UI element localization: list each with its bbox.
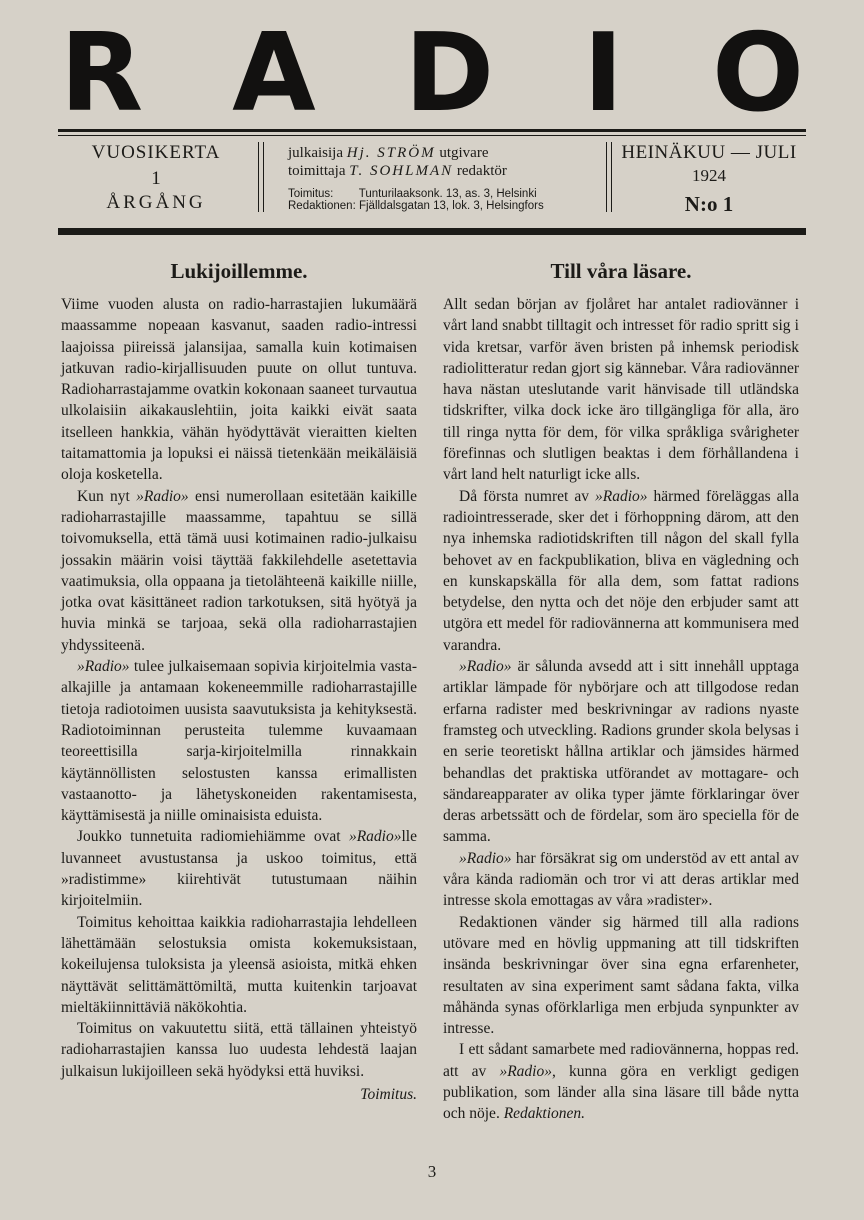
publisher-name: Hj. STRÖM — [346, 145, 436, 161]
masthead-letter-a: A — [232, 11, 316, 136]
paragraph: Redaktionen vänder sig härmed till alla radions utövare med en hövlig uppmaning att till tidskriften insända beskrivningar över sina egna erfarenheter, resultaten av sina experiment samt sådana fakta, vilka måhända synas oförklarliga men erbjuda synpunkter av intresse. — [443, 913, 799, 1038]
paragraph: I ett sådant samarbete med radiovännerna, hoppas red. att av »Radio», kunna göra en verkligt gedigen publikation, som länder alla sina läsare till både nytta och nöje. Redaktionen. — [443, 1041, 800, 1123]
header-rule — [58, 228, 806, 235]
volume-block — [58, 142, 254, 214]
masthead-letter-o: O — [712, 11, 804, 136]
editor-name: T. SOHLMAN — [349, 163, 454, 179]
page-number: 3 — [427, 1162, 437, 1181]
masthead-letter-d: D — [404, 11, 495, 136]
publisher-block — [288, 144, 598, 212]
masthead-rule — [58, 129, 806, 132]
office-address-fi: Toimitus: Tunturilaaksonk. 13, as. 3, Helsinki — [288, 188, 537, 200]
office-address-sv: Redaktionen: Fjälldalsgatan 13, lok. 3, Helsingfors — [288, 200, 544, 212]
signature-fi: Toimitus. — [360, 1085, 417, 1103]
header-divider-left — [258, 142, 264, 212]
masthead-title — [60, 11, 804, 136]
paragraph: Allt sedan början av fjolåret har antalet radiovänner i vårt land snabbt tilltagit och intresset för radio spritt sig i vida kretsar, varför även bristen på inhemsk periodisk radiolitteratur redan gjort sig kännebar. Våra radiovänner hava nästan uteslutande varit hänvisade till utländska tidskrifter, vilka dock icke äro tillgängliga för alla, äro till ringa nytta för dem, för vilka språkliga svårigheter förefinnas och slutligen beaktas i dem förhållandena i vårt land helt naturligt icke alls. — [443, 296, 799, 484]
paragraph: »Radio» har försäkrat sig om understöd av ett antal av våra kända radiomän och tror vi att deras artiklar med intresse skola emottagas av våra »radister». — [443, 849, 799, 910]
paragraph: Toimitus kehoittaa kaikkia radioharrastajia lehdelleen lähettämään selostuksia omista kokemuksistaan, kokeilujensa tuloksista ja yleensä asioista, mitkä ehken näyttävät selittämättömiltä, mutta kuitenkin tarjoavat mieltäkiinnittäviä näkökohtia. — [61, 913, 417, 1016]
article-title-fi: Lukijoillemme. — [170, 259, 308, 283]
volume-label: VUOSIKERTA — [91, 142, 221, 163]
volume-number: 1 — [151, 168, 161, 189]
paragraph: Toimitus on vakuutettu siitä, että tällainen yhteistyö radioharrastajien kanssa luo uudesta lehdestä laajan julkaisun lukijoilleen sekä hyödyksi että huviksi. — [61, 1020, 417, 1080]
issue-months: HEINÄKUU — JULI — [621, 142, 797, 163]
paragraph: Kun nyt »Radio» ensi numerollaan esitetään kaikille radioharrastajille maassamme, tapahtuu se sillä toivomuksella, että tämä uusi kotimainen radio-julkaisu jossakin määrin voisi täyttää fakkilehdelle asetettavia vaatimuksia, olla oppaana ja tietolähteenä kaikille niille, jotka ovat käsittäneet radion tarkotuksen, sitä hyötyä ja huvia minkä se tarjoaa, sekä olla radioharrastajien yhdyssiteenä. — [61, 487, 417, 654]
editor-line: toimittaja T. SOHLMAN redaktör — [288, 163, 507, 179]
issue-year: 1924 — [692, 166, 726, 185]
signature-sv: Redaktionen. — [503, 1105, 586, 1123]
masthead-letter-r: R — [60, 11, 144, 136]
article-swedish — [443, 258, 799, 1125]
article-finnish — [61, 258, 417, 1105]
paragraph: Viime vuoden alusta on radio-harrastajien lukumäärä maassamme nopeaan kasvanut, saaden radio-intressi laajoissa piireissä jalansijaa, samalla kuin kotimaisen jatkuvan radio-kirjallisuuden puute on ollut tuntuva. Radioharrastajamme ovatkin kokonaan saaneet turvautua ulkolaisiin aikakauslehtiin, joita kaikki eivät saata itselleen hankkia, vähän hyödyttävät vieraitten kielten taitamattomia ja lopuksi ei näissä tietenkään meikäläisiä oloja kosketella. — [61, 296, 417, 484]
date-block — [612, 142, 806, 217]
issue-header — [58, 142, 806, 218]
volume-label-sv: ÅRGÅNG — [106, 192, 206, 213]
publisher-line: julkaisija Hj. STRÖM utgivare — [288, 145, 489, 161]
paragraph: Joukko tunnetuita radiomiehiämme ovat »Radio»lle luvanneet avustustansa ja uskoo toimitus, että »radistimme» kiirehtivät tutustumaan näihin kirjoitelmiin. — [61, 828, 417, 910]
masthead-letter-i: I — [583, 11, 624, 136]
paragraph: »Radio» är sålunda avsedd att i sitt innehåll upptaga artiklar lämpade för nybörjare och att tillgodose redan erfarna radister med beskrivningar av radions nyaste framsteg och utveckling. Radions grunder skola belysas i en serie teoretiskt hållna artiklar och jämsides härmed behandlas det praktiska utförandet av mottagare- och sändareapparater av olika typer jämte förklaringar över deras arbetssätt och de fördelar, som äro speciella för de samma. — [443, 658, 799, 846]
issue-number: N:o 1 — [684, 192, 734, 216]
paragraph: Då första numret av »Radio» härmed föreläggas alla radiointresserade, sker det i förhoppning därom, att den nya inhemska radiotidskriften till någon del skall fylla behovet av en fackpublikation, bliva en vägledning och en kunskapskälla för alla dem, som fattat radions betydelse, den nytta och det nöje den erbjuder samt att utgöra ett medel för radiovännerna att kommunisera med varandra. — [443, 487, 799, 654]
article-title-sv: Till våra läsare. — [550, 259, 692, 283]
paragraph: »Radio» tulee julkaisemaan sopivia kirjoitelmia vasta-alkajille ja antamaan kokeneemmille radioharrastajille tietoja radiotoimen uusista saavutuksista ja kehityksestä. Radiotoiminnan perusteita tulemme kuvaamaan teoreettisilla sarja-kirjoitelmilla rinnakkain käytännöllisten selostusten kanssa erimallisten vastaanotto- ja lähetyskoneiden rakentamisesta, käyttämisestä ja niille ominaisista eduista. — [61, 658, 417, 825]
